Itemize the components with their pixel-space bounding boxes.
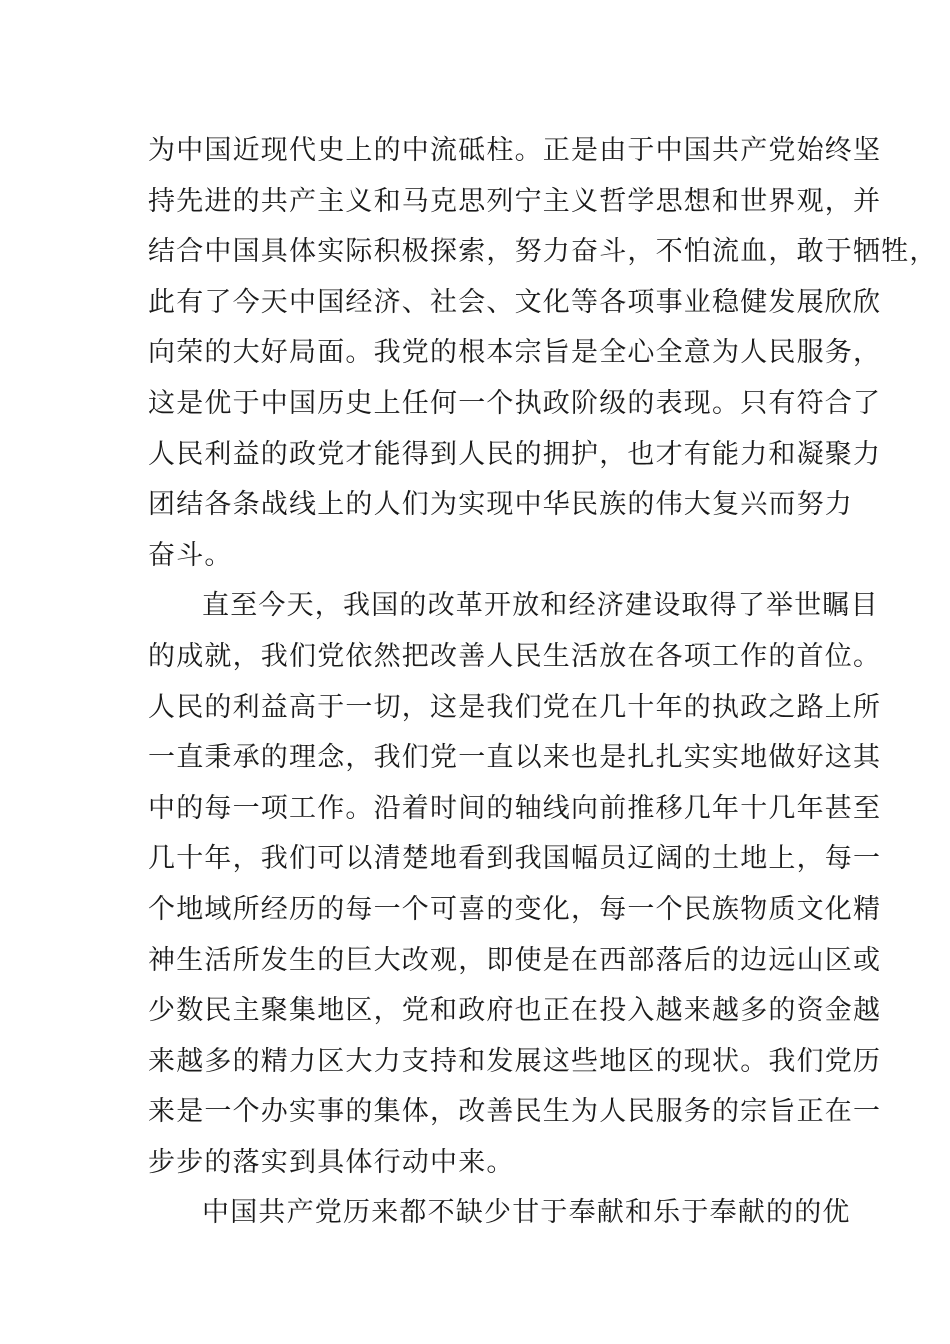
text-line: 这是优于中国历史上任何一个执政阶级的表现。只有符合了 (148, 387, 882, 419)
text-line: 持先进的共产主义和马克思列宁主义哲学思想和世界观，并 (148, 185, 882, 217)
text-line: 奋斗。 (148, 539, 233, 571)
text-line: 人民的利益高于一切，这是我们党在几十年的执政之路上所 (148, 691, 882, 723)
text-line: 的成就，我们党依然把改善人民生活放在各项工作的首位。 (148, 640, 882, 672)
text-line: 为中国近现代史上的中流砥柱。正是由于中国共产党始终坚 (148, 135, 882, 166)
body-text (148, 126, 938, 1239)
paragraph-first-line: 直至今天，我国的改革开放和经济建设取得了举世瞩目 (202, 590, 879, 622)
text-line: 来是一个办实事的集体，改善民生为人民服务的宗旨正在一 (148, 1096, 882, 1128)
text-line: 人民利益的政党才能得到人民的拥护，也才有能力和凝聚力 (148, 438, 882, 470)
text-line: 来越多的精力区大力支持和发展这些地区的现状。我们党历 (148, 1045, 882, 1077)
text-line: 步步的落实到具体行动中来。 (148, 1146, 515, 1178)
text-line: 向荣的大好局面。我党的根本宗旨是全心全意为人民服务， (148, 337, 882, 369)
text-line: 结合中国具体实际积极探索，努力奋斗，不怕流血，敢于牺牲， (148, 236, 938, 268)
text-line: 几十年，我们可以清楚地看到我国幅员辽阔的土地上，每一 (148, 843, 882, 875)
paragraph-first-line: 中国共产党历来都不缺少甘于奉献和乐于奉献的的优 (202, 1197, 851, 1229)
text-line: 个地域所经历的每一个可喜的变化，每一个民族物质文化精 (148, 893, 882, 925)
text-line: 团结各条战线上的人们为实现中华民族的伟大复兴而努力 (148, 489, 853, 521)
text-line: 一直秉承的理念，我们党一直以来也是扎扎实实地做好这其 (148, 742, 882, 774)
text-line: 神生活所发生的巨大改观，即使是在西部落后的边远山区或 (148, 944, 882, 976)
text-line: 少数民主聚集地区，党和政府也正在投入越来越多的资金越 (148, 995, 882, 1027)
text-line: 中的每一项工作。沿着时间的轴线向前推移几年十几年甚至 (148, 792, 882, 824)
text-line: 此有了今天中国经济、社会、文化等各项事业稳健发展欣欣 (148, 286, 882, 318)
